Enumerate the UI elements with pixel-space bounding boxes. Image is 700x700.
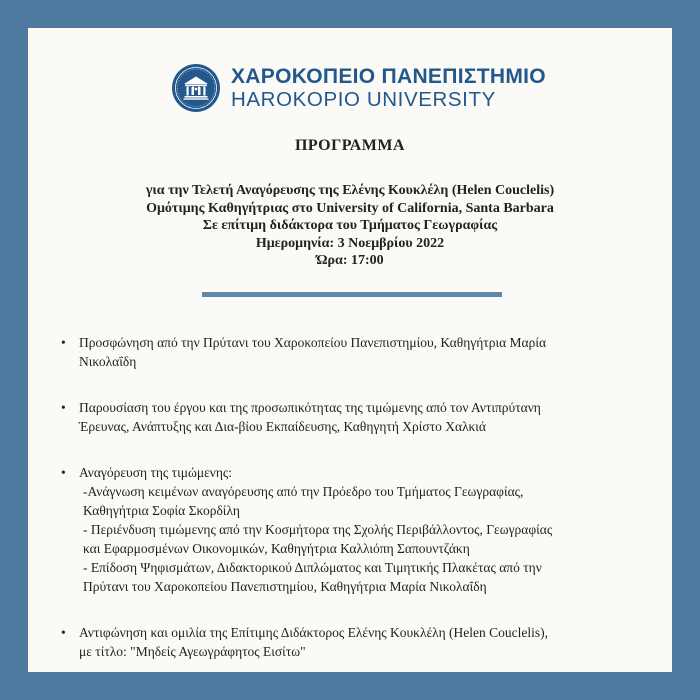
- program-item: [61, 623, 661, 661]
- program-subitem-line: -Ανάγνωση κειμένων αναγόρευσης από την Πρόεδρο του Τμήματος Γεωγραφίας,: [83, 484, 524, 499]
- event-ceremony-line: για την Τελετή Αναγόρευσης της Ελένης Κουκλέλη (Helen Couclelis): [145, 183, 555, 198]
- program-item: [61, 333, 661, 371]
- program-item: [61, 398, 661, 436]
- section-divider: [202, 292, 502, 297]
- program-item-line: με τίτλο: "Μηδείς Αγεωγράφητος Εισίτω": [79, 644, 306, 659]
- page-title: ΠΡΟΓΡΑΜΜΑ: [294, 137, 406, 154]
- bullet-icon: •: [61, 335, 66, 350]
- program-list: [61, 333, 661, 688]
- event-time: Ώρα: 17:00: [316, 253, 384, 268]
- program-item-line: Νικολαΐδη: [79, 354, 137, 369]
- event-date: Ημερομηνία: 3 Νοεμβρίου 2022: [255, 235, 445, 251]
- program-subitem-line: - Περιένδυση τιμώμενης από την Κοσμήτορα της Σχολής Περιβάλλοντος, Γεωγραφίας: [83, 522, 553, 537]
- bullet-icon: •: [61, 465, 66, 480]
- bullet-icon: •: [61, 625, 66, 640]
- program-item-line: Παρουσίαση του έργου και της προσωπικότητας της τιμώμενης από τον Αντιπρύτανη: [79, 400, 541, 415]
- program-card: [28, 28, 672, 672]
- program-item-line: Έρευνας, Ανάπτυξης και Δια-βίου Εκπαίδευσης, Καθηγητή Χρίστο Χαλκιά: [79, 419, 486, 434]
- program-item: [61, 463, 661, 596]
- logo-name-greek: ΧΑΡΟΚΟΠΕΙΟ ΠΑΝΕΠΙΣΤΗΜΙΟ: [231, 65, 546, 88]
- program-item-line: Αναγόρευση της τιμώμενης:: [79, 465, 232, 480]
- bullet-icon: •: [61, 400, 66, 415]
- event-honoree-line: Ομότιμης Καθηγήτριας στο University of California, Santa Barbara: [146, 200, 554, 216]
- program-subitem-line: - Επίδοση Ψηφισμάτων, Διδακτορικού Διπλώματος και Τιμητικής Πλακέτας από την: [83, 560, 542, 575]
- logo-name-english: HAROKOPIO UNIVERSITY: [231, 88, 496, 111]
- event-details: [28, 182, 672, 270]
- program-subitem-line: Πρύτανι του Χαροκοπείου Πανεπιστημίου, Καθηγήτρια Μαρία Νικολαΐδη: [83, 579, 487, 594]
- program-subitem-line: και Εφαρμοσμένων Οικονομικών, Καθηγήτρια Καλλιόπη Σαπουντζάκη: [83, 541, 470, 556]
- university-logo: [171, 63, 546, 113]
- program-item-line: Προσφώνηση από την Πρύτανι του Χαροκοπείου Πανεπιστημίου, Καθηγήτρια Μαρία: [79, 335, 547, 350]
- program-item-line: Αντιφώνηση και ομιλία της Επίτιμης Διδάκτορος Ελένης Κουκλέλη (Helen Couclelis),: [79, 625, 549, 640]
- program-subitem-line: Καθηγήτρια Σοφία Σκορδίλη: [83, 503, 240, 518]
- event-department-line: Σε επίτιμη διδάκτορα του Τμήματος Γεωγραφίας: [202, 218, 498, 233]
- university-seal-icon: [171, 63, 221, 113]
- program-subitems: [79, 482, 661, 596]
